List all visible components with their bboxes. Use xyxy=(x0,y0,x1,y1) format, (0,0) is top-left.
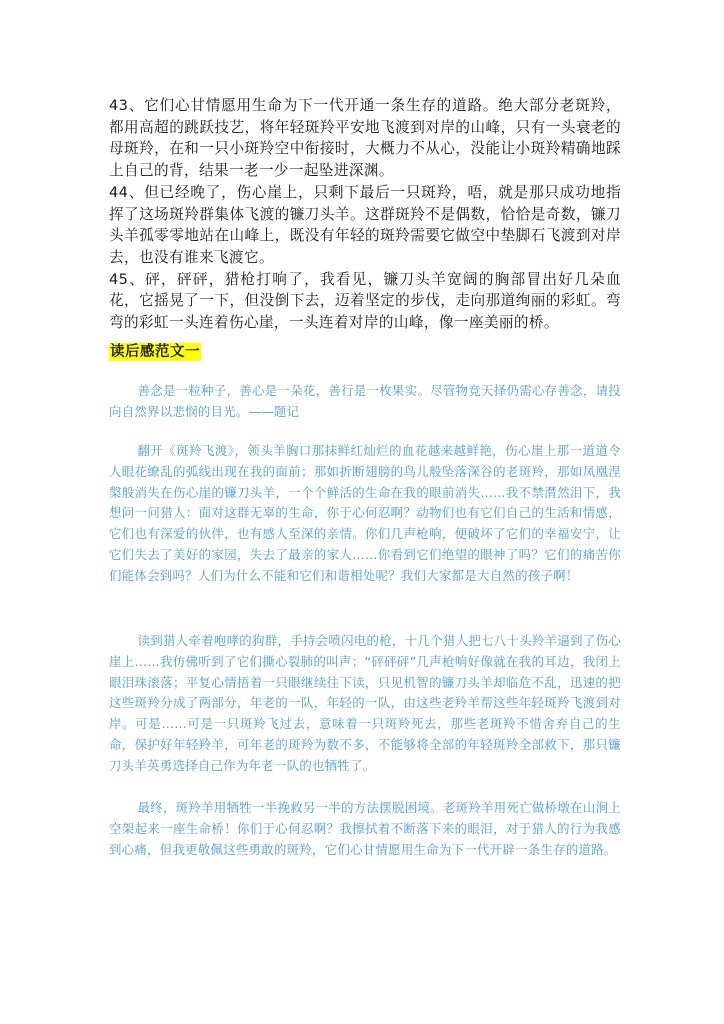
story-excerpt xyxy=(109,95,621,334)
essay-epigraph: 善念是一粒种子，善心是一朵花，善行是一枚果实。尽管物竞天择仍需心存善念，请投向自然界以悲悯的目光。——题记 xyxy=(109,383,621,419)
section-title: 读后感范文一 xyxy=(110,344,200,360)
essay-paragraph-1: 翻开《斑羚飞渡》，领头羊胸口那抹鲜红灿烂的血花越来越鲜艳，伤心崖上那一道道令人眼花缭乱的弧线出现在我的面前；那如折断翅膀的鸟儿般坠落深谷的老斑羚，那如凤凰涅槃般消失在伤心崖的镰刀头羊，一个个鲜活的生命在我的眼前消失……我不禁潸然泪下，我想问一问猎人：面对这群无辜的生命，你于心何忍啊？动物们也有它们自己的生活和情感，它们也有深爱的伙伴，也有感人至深的亲情。你们几声枪响，便破坏了它们的幸福安宁，让它们失去了美好的家园，失去了最亲的家人……你看到它们绝望的眼神了吗？它们的痛苦你们能体会到吗？人们为什么不能和它们和谐相处呢？我们大家都是大自然的孩子啊！ xyxy=(109,443,621,583)
paragraph-43: 43、它们心甘情愿用生命为下一代开通一条生存的道路。绝大部分老斑羚，都用高超的跳跃技艺，将年轻斑羚平安地飞渡到对岸的山峰，只有一头衰老的母斑羚，在和一只小斑羚空中衔接时，大概力不从心，没能让小斑羚精确地踩上自己的背，结果一老一少一起坠进深渊。 xyxy=(109,97,621,180)
paragraph-45: 45、砰，砰砰，猎枪打响了，我看见，镰刀头羊宽阔的胸部冒出好几朵血花，它摇晃了一下，但没倒下去，迈着坚定的步伐，走向那道绚丽的彩虹。弯弯的彩虹一头连着伤心崖，一头连着对岸的山峰，像一座美丽的桥。 xyxy=(109,270,621,332)
essay-paragraph-3: 最终，斑羚羊用牺牲一半挽救另一半的方法摆脱困境。老斑羚羊用死亡做桥墩在山涧上空架起来一座生命桥！你们于心何忍啊？我擦拭着不断落下来的眼泪，对于猎人的行为我感到心痛，但我更敬佩这些勇敢的斑羚，它们心甘情愿用生命为下一代开辟一条生存的道路。 xyxy=(109,800,621,857)
essay-paragraph-2: 读到猎人牵着咆哮的狗群，手持会喷闪电的枪，十几个猎人把七八十头羚羊逼到了伤心崖上……我仿佛听到了它们撕心裂肺的叫声；“砰砰砰”几声枪响好像就在我的耳边，我闭上眼泪珠滚落；平复心情捂着一只眼继续往下读，只见机智的镰刀头羊却临危不乱，迅速的把这些斑羚分成了两部分，年老的一队，年轻的一队，由这些老羚羊帮这些年轻斑羚飞渡到对岸。可是……可是一只斑羚飞过去，意味着一只斑羚死去，那些老斑羚不惜舍弃自己的生命，保护好年轻羚羊，可年老的斑羚为数不多，不能够将全部的年轻斑羚全部救下，那只镰刀头羊英勇选择自己作为年老一队的也牺牲了。 xyxy=(109,633,621,773)
paragraph-44: 44、但已经晚了，伤心崖上，只剩下最后一只斑羚，唔，就是那只成功地指挥了这场斑羚群集体飞渡的镰刀头羊。这群斑羚不是偶数，恰恰是奇数，镰刀头羊孤零零地站在山峰上，既没有年轻的斑羚需要它做空中垫脚石飞渡到对岸去，也没有谁来飞渡它。 xyxy=(109,183,621,266)
